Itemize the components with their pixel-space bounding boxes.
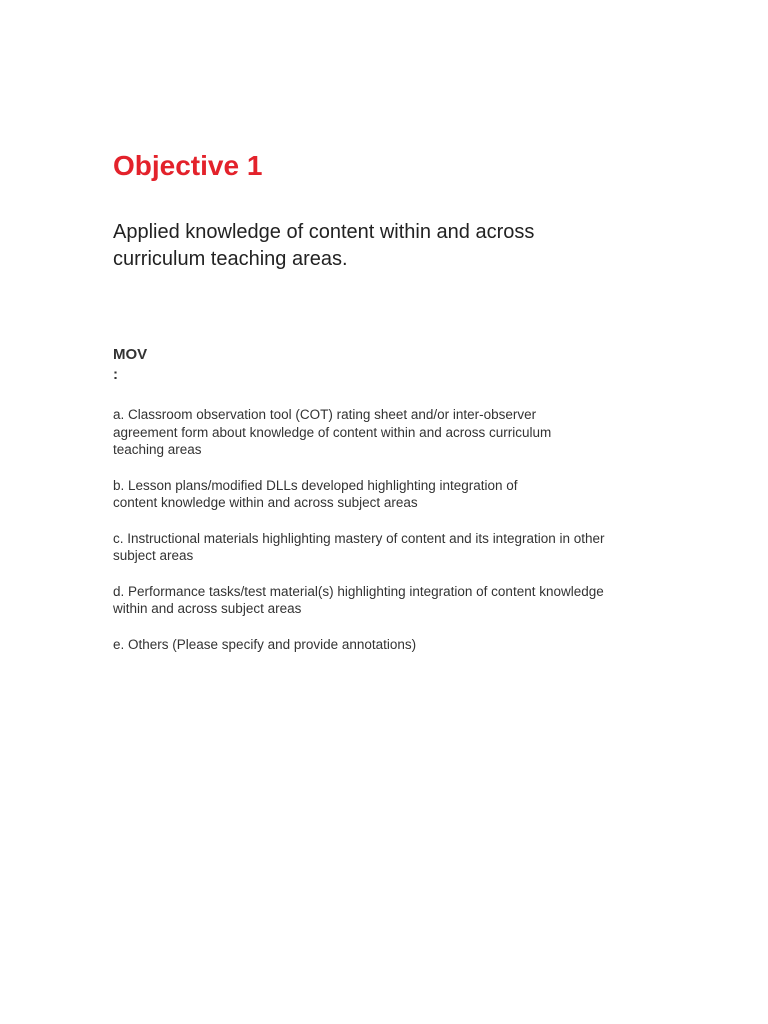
objective-description-line-1: Applied knowledge of content within and across — [113, 221, 535, 243]
mov-item-line: b. Lesson plans/modified DLLs developed highlighting integration of — [113, 477, 518, 493]
mov-item-line: agreement form about knowledge of content within and across curriculum — [113, 424, 552, 440]
mov-label-text: MOV — [113, 346, 148, 363]
objective-description — [113, 219, 633, 273]
mov-item-a — [113, 406, 673, 459]
mov-item-line: a. Classroom observation tool (COT) rating sheet and/or inter-observer — [113, 407, 537, 422]
mov-item-b — [113, 477, 673, 512]
mov-label — [113, 345, 173, 385]
mov-item-line: e. Others (Please specify and provide annotations) — [113, 636, 417, 652]
mov-item-e — [113, 636, 673, 654]
mov-label-colon: : — [113, 366, 118, 383]
mov-item-line: within and across subject areas — [113, 601, 302, 616]
mov-list — [113, 406, 673, 671]
mov-item-line: d. Performance tasks/test material(s) highlighting integration of content knowledge — [113, 583, 604, 599]
objective-description-line-2: curriculum teaching areas. — [113, 248, 348, 270]
mov-item-d — [113, 583, 673, 618]
mov-item-line: content knowledge within and across subject areas — [113, 495, 418, 510]
mov-item-line: subject areas — [113, 548, 194, 563]
objective-title: Objective 1 — [113, 150, 263, 181]
mov-item-line: c. Instructional materials highlighting mastery of content and its integration in other — [113, 530, 605, 546]
mov-item-c — [113, 530, 673, 565]
mov-item-line: teaching areas — [113, 442, 202, 457]
